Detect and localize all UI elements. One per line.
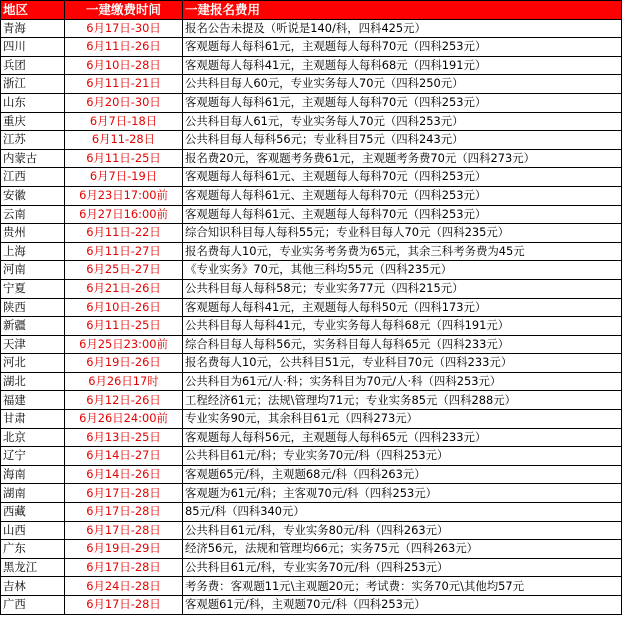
fee-cell: 客观题每人每科56元，主观题每人每科65元（四科233元） (183, 428, 622, 447)
time-cell: 6月10日-26日 (65, 298, 183, 317)
fee-cell: 工程经济61元；法规\管理均71元；专业实务85元（四科288元） (183, 391, 622, 410)
table-row (1, 521, 622, 540)
region-cell: 江苏 (1, 131, 65, 150)
fee-cell: 公共科目为61元/人·科；实务科目为70元/人·科（四科253元） (183, 372, 622, 391)
fee-cell: 客观题61元/科，主观题70元/科（四科253元） (183, 596, 622, 615)
table-row (1, 56, 622, 75)
region-cell: 河南 (1, 261, 65, 280)
table-row (1, 205, 622, 224)
fee-cell: 公共科目61元/科，专业实务70元/科（四科253元） (183, 558, 622, 577)
region-cell: 福建 (1, 391, 65, 410)
region-cell: 河北 (1, 354, 65, 373)
table-row (1, 112, 622, 131)
time-cell: 6月26日17时 (65, 372, 183, 391)
fee-cell: 公共科目每人每科41元，专业实务每人每科68元（四科191元） (183, 317, 622, 336)
fee-cell: 客观题每人每科61元，主观题每人每科70元（四科253元） (183, 38, 622, 57)
time-cell: 6月7日-19日 (65, 168, 183, 187)
table-row (1, 38, 622, 57)
time-cell: 6月13日-25日 (65, 428, 183, 447)
fee-cell: 客观题每人每科61元，主观题每人每科70元（四科253元） (183, 93, 622, 112)
fee-cell: 专业实务90元，其余科目61元（四科273元） (183, 410, 622, 429)
table-row (1, 317, 622, 336)
region-cell: 辽宁 (1, 447, 65, 466)
time-cell: 6月11-28日 (65, 131, 183, 150)
table-row (1, 131, 622, 150)
region-cell: 黑龙江 (1, 558, 65, 577)
fee-cell: 报名公告未提及（听说是140/科，四科425元） (183, 19, 622, 38)
time-cell: 6月17日-28日 (65, 558, 183, 577)
region-cell: 西藏 (1, 503, 65, 522)
fee-cell: 公共科目每人每科56元；专业科目75元（四科243元） (183, 131, 622, 150)
fee-cell: 公共科目61元/科，专业实务80元/科（四科263元） (183, 521, 622, 540)
time-cell: 6月14日-27日 (65, 447, 183, 466)
table-row (1, 372, 622, 391)
fee-cell: 客观题65元/科，主观题68元/科（四科263元） (183, 465, 622, 484)
region-cell: 山西 (1, 521, 65, 540)
region-cell: 上海 (1, 242, 65, 261)
fee-cell: 客观题为61元/科；主客观70元/科（四科253元） (183, 484, 622, 503)
region-cell: 海南 (1, 465, 65, 484)
table-row (1, 75, 622, 94)
fee-cell: 公共科目每人61元，专业实务每人70元（四科253元） (183, 112, 622, 131)
time-cell: 6月19日-26日 (65, 354, 183, 373)
table-body (1, 19, 622, 614)
time-cell: 6月23日17:00前 (65, 186, 183, 205)
table-row (1, 354, 622, 373)
time-cell: 6月7日-18日 (65, 112, 183, 131)
region-cell: 北京 (1, 428, 65, 447)
time-cell: 6月17日-30日 (65, 19, 183, 38)
region-cell: 山东 (1, 93, 65, 112)
time-cell: 6月11日-25日 (65, 317, 183, 336)
fee-cell: 综合科目每人每科56元，实务科目每人每科65元（四科233元） (183, 335, 622, 354)
region-cell: 安徽 (1, 186, 65, 205)
table-row (1, 540, 622, 559)
table-row (1, 503, 622, 522)
time-cell: 6月17日-28日 (65, 484, 183, 503)
region-cell: 甘肃 (1, 410, 65, 429)
table-row (1, 465, 622, 484)
table-row (1, 596, 622, 615)
table-row (1, 168, 622, 187)
time-cell: 6月11日-25日 (65, 149, 183, 168)
fee-cell: 85元/科（四科340元） (183, 503, 622, 522)
header-region: 地区 (1, 1, 65, 20)
table-row (1, 261, 622, 280)
table-row (1, 447, 622, 466)
table-row (1, 428, 622, 447)
table-row (1, 224, 622, 243)
time-cell: 6月27日16:00前 (65, 205, 183, 224)
fee-cell: 报名费20元，客观题考务费61元，主观题考务费70元（四科273元） (183, 149, 622, 168)
time-cell: 6月24日-28日 (65, 577, 183, 596)
time-cell: 6月25日-27日 (65, 261, 183, 280)
time-cell: 6月26日24:00前 (65, 410, 183, 429)
fee-cell: 客观题每人每科61元、主观题每人每科70元（四科253元） (183, 186, 622, 205)
header-time: 一建缴费时间 (65, 1, 183, 20)
table-row (1, 335, 622, 354)
time-cell: 6月17日-28日 (65, 503, 183, 522)
fee-cell: 公共科目61元/科；专业实务70元/科（四科253元） (183, 447, 622, 466)
region-cell: 吉林 (1, 577, 65, 596)
fee-cell: 客观题每人每科61元、主观题每人每科70元（四科253元） (183, 205, 622, 224)
fee-cell: 客观题每人每科61元、主观题每人每科70元（四科253元） (183, 168, 622, 187)
time-cell: 6月17日-28日 (65, 521, 183, 540)
region-cell: 宁夏 (1, 279, 65, 298)
fee-cell: 《专业实务》70元，其他三科均55元（四科235元） (183, 261, 622, 280)
region-cell: 天津 (1, 335, 65, 354)
time-cell: 6月11日-26日 (65, 38, 183, 57)
region-cell: 内蒙古 (1, 149, 65, 168)
fee-cell: 经济56元，法规和管理均66元；实务75元（四科263元） (183, 540, 622, 559)
region-cell: 江西 (1, 168, 65, 187)
table-row (1, 391, 622, 410)
region-cell: 湖南 (1, 484, 65, 503)
time-cell: 6月17日-28日 (65, 596, 183, 615)
time-cell: 6月11日-27日 (65, 242, 183, 261)
table-row (1, 186, 622, 205)
table-row (1, 93, 622, 112)
region-cell: 贵州 (1, 224, 65, 243)
table-row (1, 484, 622, 503)
table-row (1, 298, 622, 317)
table-row (1, 149, 622, 168)
header-row (1, 1, 622, 20)
fee-cell: 客观题每人每科41元，主观题每人每科50元（四科173元） (183, 298, 622, 317)
time-cell: 6月10日-28日 (65, 56, 183, 75)
region-cell: 新疆 (1, 317, 65, 336)
table-row (1, 242, 622, 261)
region-cell: 兵团 (1, 56, 65, 75)
fee-cell: 报名费每人10元，专业实务考务费为65元，其余三科考务费为45元 (183, 242, 622, 261)
region-cell: 广西 (1, 596, 65, 615)
table-row (1, 279, 622, 298)
region-cell: 湖北 (1, 372, 65, 391)
fee-cell: 报名费每人10元，公共科目51元，专业科目70元（四科233元） (183, 354, 622, 373)
time-cell: 6月14日-26日 (65, 465, 183, 484)
region-cell: 云南 (1, 205, 65, 224)
region-cell: 青海 (1, 19, 65, 38)
fee-cell: 公共科目每人每科58元；专业实务77元（四科215元） (183, 279, 622, 298)
time-cell: 6月11日-21日 (65, 75, 183, 94)
fee-cell: 公共科目每人60元，专业实务每人70元（四科250元） (183, 75, 622, 94)
header-fee: 一建报名费用 (183, 1, 622, 20)
time-cell: 6月19日-29日 (65, 540, 183, 559)
region-cell: 浙江 (1, 75, 65, 94)
fee-cell: 考务费：客观题11元\主观题20元；考试费：实务70元\其他均57元 (183, 577, 622, 596)
time-cell: 6月11日-22日 (65, 224, 183, 243)
time-cell: 6月20日-30日 (65, 93, 183, 112)
time-cell: 6月21日-26日 (65, 279, 183, 298)
fee-cell: 客观题每人每科41元，主观题每人每科68元（四科191元） (183, 56, 622, 75)
table-row (1, 558, 622, 577)
table-row (1, 410, 622, 429)
fee-cell: 综合知识科目每人每科55元；专业科目每人70元（四科235元） (183, 224, 622, 243)
region-cell: 广东 (1, 540, 65, 559)
region-cell: 重庆 (1, 112, 65, 131)
time-cell: 6月12日-26日 (65, 391, 183, 410)
region-cell: 四川 (1, 38, 65, 57)
table-row (1, 19, 622, 38)
table-row (1, 577, 622, 596)
time-cell: 6月25日23:00前 (65, 335, 183, 354)
region-cell: 陕西 (1, 298, 65, 317)
